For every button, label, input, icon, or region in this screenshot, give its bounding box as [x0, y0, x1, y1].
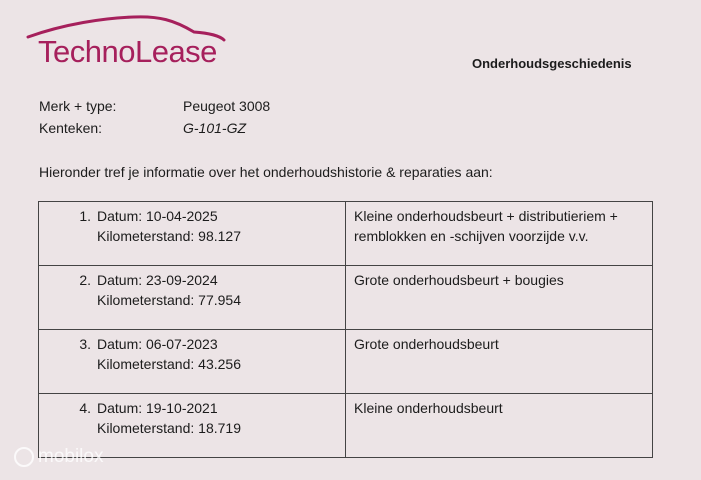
entry-mileage: Kilometerstand: 98.127	[97, 228, 241, 244]
plate-label: Kenteken:	[39, 120, 103, 136]
maintenance-history-table	[38, 201, 653, 458]
watermark-text: mobilox	[38, 446, 104, 467]
entry-number: 4.	[79, 400, 91, 416]
entry-info	[39, 266, 346, 330]
logo-text: TechnoLease	[38, 34, 217, 69]
intro-text: Hieronder tref je informatie over het onderhoudshistorie & reparaties aan:	[39, 164, 493, 180]
mobilox-logo-icon	[14, 447, 34, 467]
entry-description: Kleine onderhoudsbeurt + distributieriem + remblokken en -schijven voorzijde v.v.	[346, 202, 653, 266]
mobilox-watermark	[14, 446, 103, 468]
entry-date: Datum: 10-04-2025	[97, 208, 218, 224]
entry-number: 3.	[79, 336, 91, 352]
make-label: Merk + type:	[39, 98, 117, 114]
entry-mileage: Kilometerstand: 18.719	[97, 420, 241, 436]
vehicle-make-row	[39, 98, 270, 114]
entry-info	[39, 330, 346, 394]
entry-date: Datum: 19-10-2021	[97, 400, 218, 416]
document-title: Onderhoudsgeschiedenis	[472, 56, 632, 71]
technolease-logo	[24, 10, 234, 72]
entry-date: Datum: 23-09-2024	[97, 272, 218, 288]
entry-mileage: Kilometerstand: 43.256	[97, 356, 241, 372]
entry-info	[39, 202, 346, 266]
make-value: Peugeot 3008	[183, 98, 271, 114]
entry-description: Grote onderhoudsbeurt	[346, 330, 653, 394]
vehicle-plate-row	[39, 120, 246, 136]
table-row	[39, 394, 653, 458]
table-row	[39, 266, 653, 330]
table-row	[39, 202, 653, 266]
entry-date: Datum: 06-07-2023	[97, 336, 218, 352]
table-row	[39, 330, 653, 394]
entry-description: Kleine onderhoudsbeurt	[346, 394, 653, 458]
entry-number: 2.	[79, 272, 91, 288]
plate-value: G-101-GZ	[183, 120, 247, 136]
entry-number: 1.	[79, 208, 91, 224]
entry-mileage: Kilometerstand: 77.954	[97, 292, 241, 308]
entry-description: Grote onderhoudsbeurt + bougies	[346, 266, 653, 330]
